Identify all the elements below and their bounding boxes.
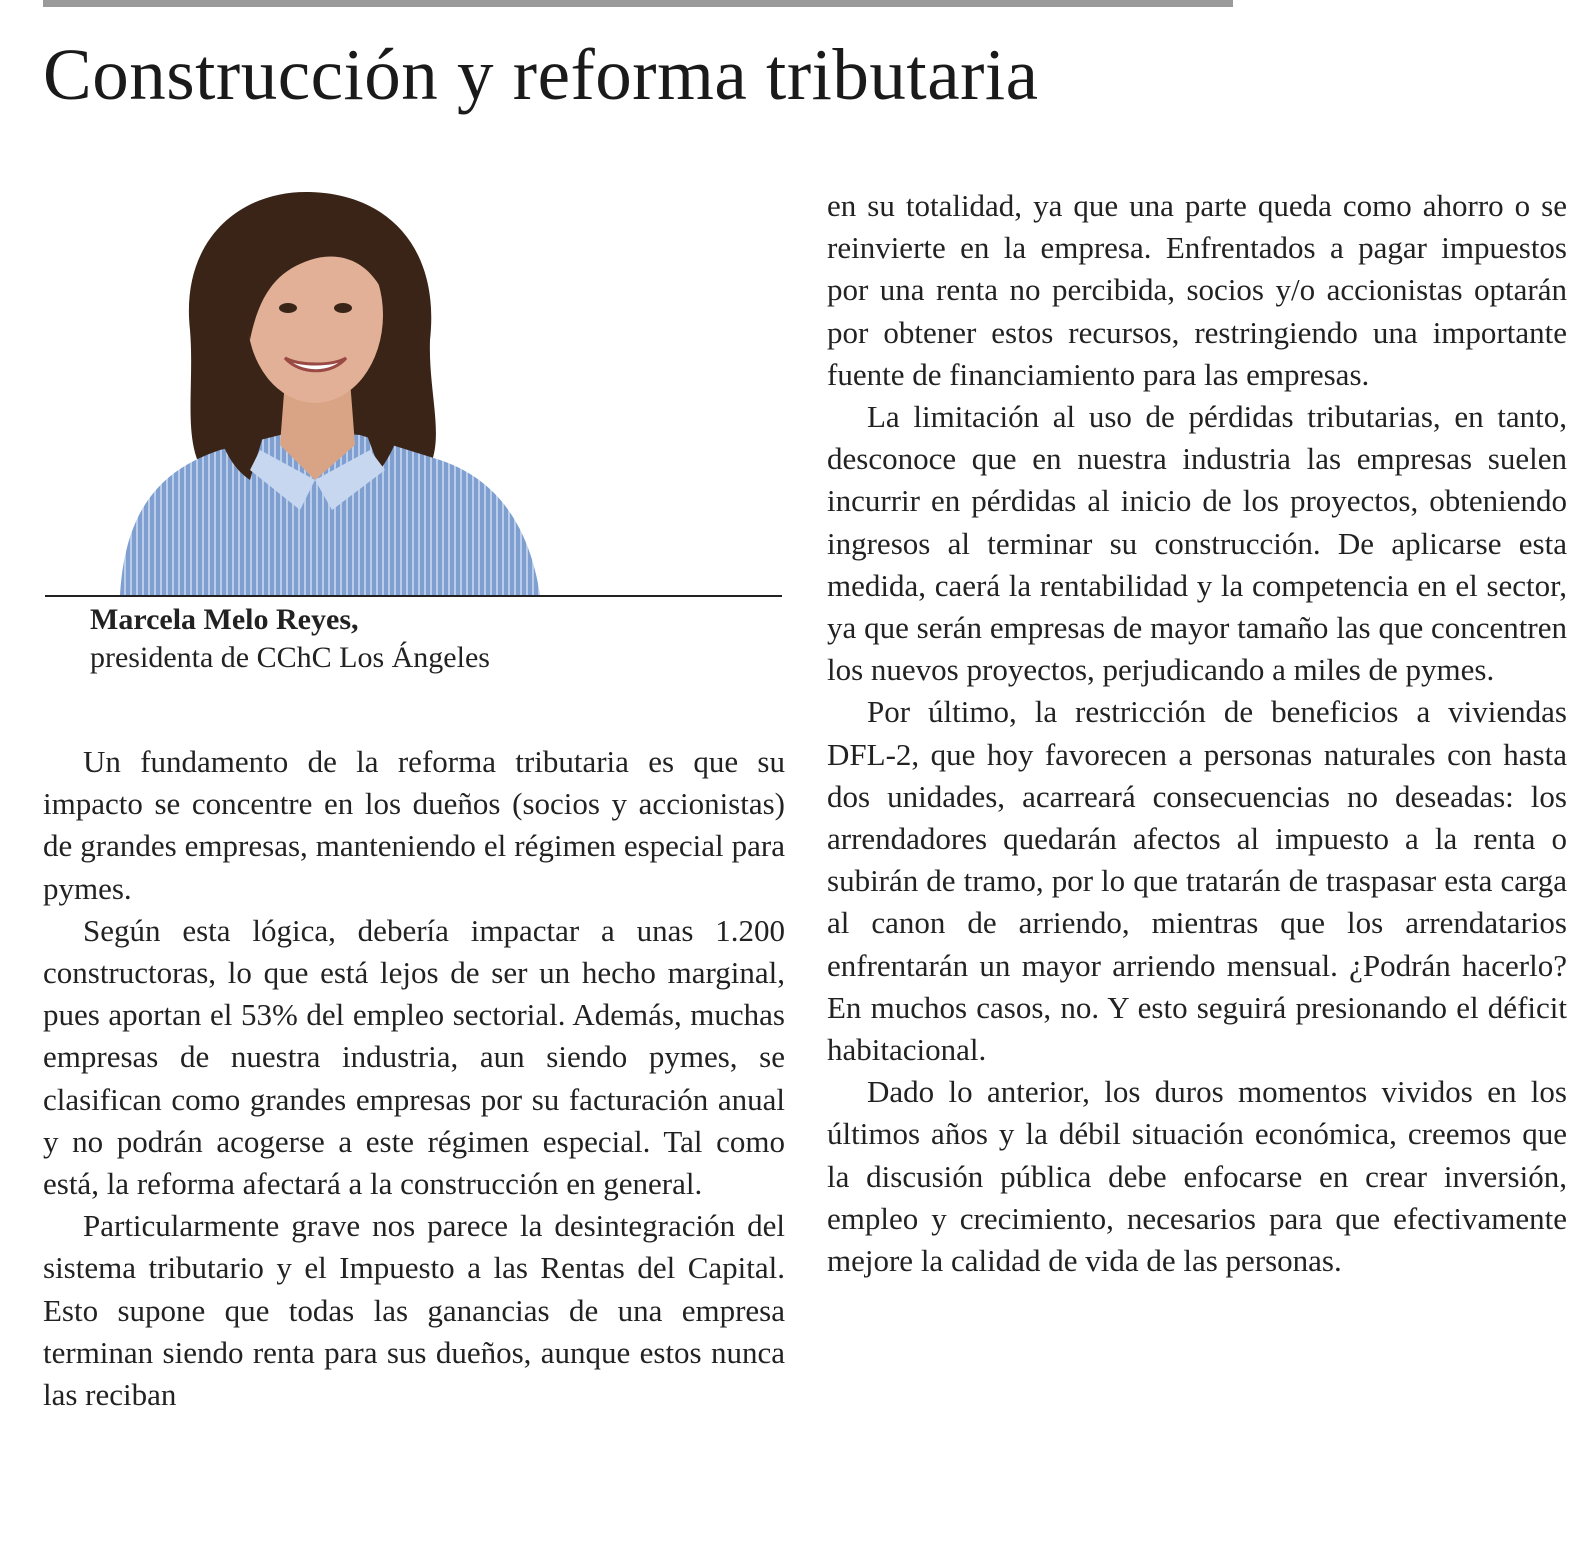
body-column-right bbox=[827, 185, 1567, 1282]
body-paragraph: Un fundamento de la reforma tributaria es que su impacto se concentre en los dueños (socios y accionistas) de grandes empresas, manteniendo el régimen especial para pymes. bbox=[43, 744, 785, 906]
author-name: Marcela Melo Reyes, bbox=[90, 603, 359, 636]
body-column-left bbox=[43, 741, 785, 1416]
caption-rule bbox=[45, 595, 782, 597]
author-role: presidenta de CChC Los Ángeles bbox=[90, 641, 490, 674]
body-paragraph: Dado lo anterior, los duros momentos vividos en los últimos años y la débil situación económica, creemos que la discusión pública debe enfocarse en crear inversión, empleo y crecimiento, necesarios para que efectivamente mejore la calidad de vida de las personas. bbox=[827, 1074, 1567, 1279]
body-paragraph: en su totalidad, ya que una parte queda como ahorro o se reinvierte en la empresa. Enfrentados a pagar impuestos por una renta no percibida, socios y/o accionistas optarán por obtener estos recursos, restringiendo una importante fuente de financiamiento para las empresas. bbox=[827, 188, 1567, 392]
body-paragraph: Según esta lógica, debería impactar a unas 1.200 constructoras, lo que está lejos de ser un hecho marginal, pues aportan el 53% del empleo sectorial. Además, muchas empresas de nuestra industria, aun siendo pymes, se clasifican como grandes empresas por su facturación anual y no podrán acogerse a este régimen especial. Tal como está, la reforma afectará a la construcción en general. bbox=[43, 912, 785, 1202]
top-rule bbox=[43, 0, 1233, 7]
author-photo bbox=[100, 180, 560, 595]
body-paragraph: Particularmente grave nos parece la desintegración del sistema tributario y el Impuesto a las Rentas del Capital. Esto supone que todas las ganancias de una empresa terminan siendo renta para sus dueños, aunque estos nunca las reciban bbox=[43, 1208, 785, 1413]
body-paragraph: Por último, la restricción de beneficios a viviendas DFL-2, que hoy favorecen a personas naturales con hasta dos unidades, acarreará consecuencias no deseadas: los arrendadores quedarán afectos al impuesto a la renta o subirán de tramo, por lo que tratarán de traspasar esta carga al canon de arriendo, mientras que los arrendatarios enfrentarán un mayor arriendo mensual. ¿Podrán hacerlo? En muchos casos, no. Y esto seguirá presionando el déficit habitacional. bbox=[827, 694, 1567, 1068]
body-paragraph: La limitación al uso de pérdidas tributarias, en tanto, desconoce que en nuestra industria las empresas suelen incurrir en pérdidas al inicio de los proyectos, obteniendo ingresos al terminar su construcción. De aplicarse esta medida, caerá la rentabilidad y la competencia en el sector, ya que serán empresas de mayor tamaño las que concentren los nuevos proyectos, perjudicando a miles de pymes. bbox=[827, 399, 1567, 688]
article-headline: Construcción y reforma tributaria bbox=[43, 34, 1039, 115]
